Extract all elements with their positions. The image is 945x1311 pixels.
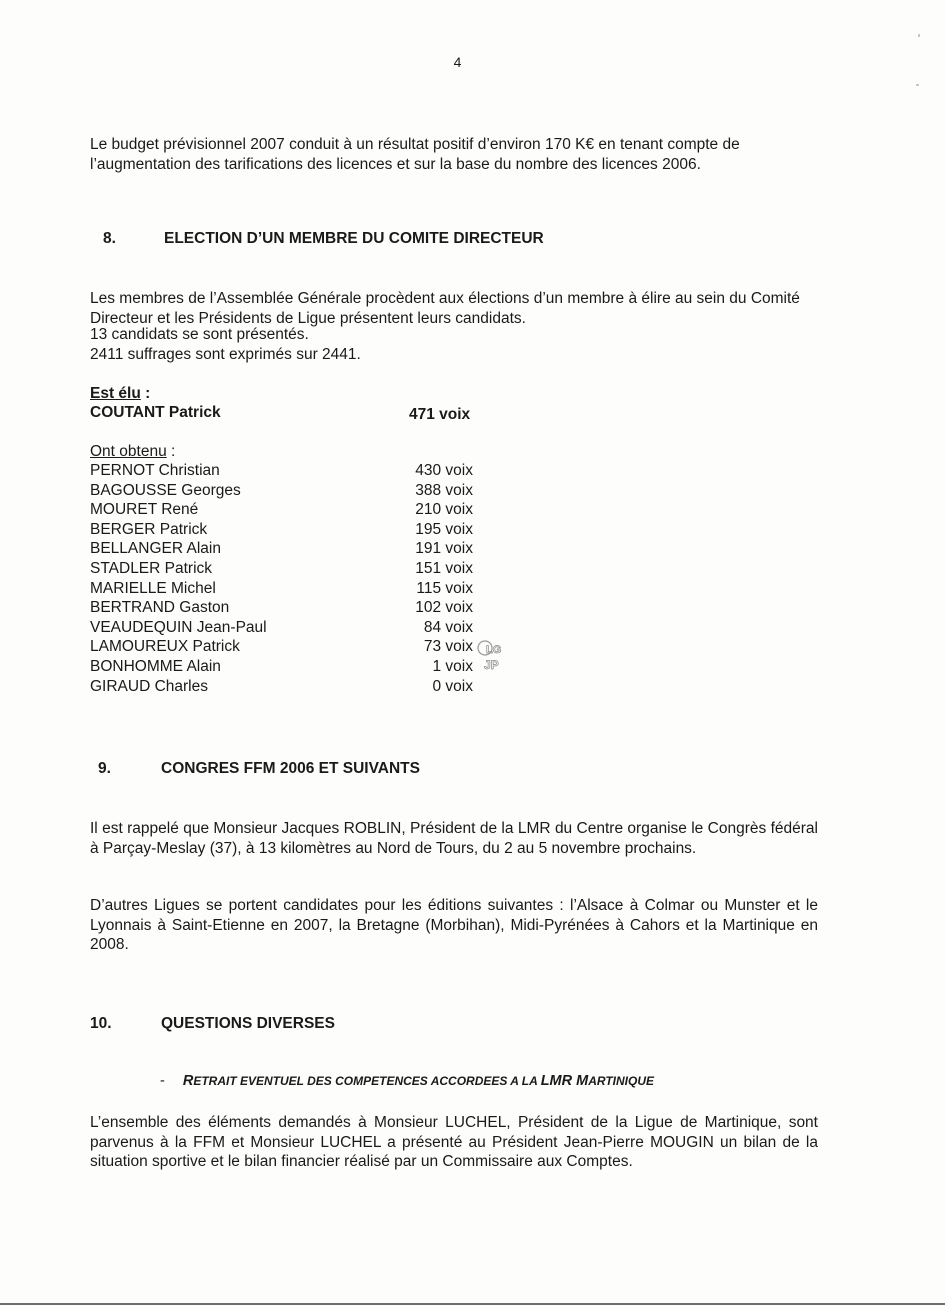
candidate-name: BERGER Patrick bbox=[90, 520, 208, 538]
candidate-votes: 195 voix bbox=[415, 520, 473, 538]
martinique-paragraph: L’ensemble des éléments demandés à Monsieur LUCHEL, Président de la Ligue de Martinique, sont parvenus à la FFM et Monsieur LUCHEL a présenté au Président Jean-Pierre MOUGIN un bilan de la situation sportive et le bilan financier réalisé par un Commissaire aux Comptes. bbox=[90, 1114, 818, 1170]
sub-heading-part: R bbox=[182, 1073, 194, 1089]
list-item bbox=[90, 677, 490, 697]
section-number: 10. bbox=[90, 1015, 112, 1032]
candidate-name: LAMOUREUX Patrick bbox=[90, 638, 240, 656]
others-label-text: Ont obtenu bbox=[90, 443, 167, 460]
page-bottom-edge bbox=[0, 1303, 945, 1305]
budget-paragraph: Le budget prévisionnel 2007 conduit à un résultat positif d’environ 170 K€ en tenant compte de l’augmentation des tarifications des licences et sur la base du nombre des licences 2006. bbox=[90, 136, 740, 173]
others-label bbox=[90, 442, 175, 462]
stamp-text-bottom: JP bbox=[484, 658, 499, 672]
candidate-name: BONHOMME Alain bbox=[90, 657, 221, 675]
list-item bbox=[90, 559, 490, 579]
bullet-dash: - bbox=[160, 1073, 165, 1089]
candidate-votes: 210 voix bbox=[415, 501, 473, 519]
section-number: 8. bbox=[103, 230, 116, 247]
candidate-name: MOURET René bbox=[90, 501, 199, 519]
list-item bbox=[90, 461, 490, 481]
candidate-name: GIRAUD Charles bbox=[90, 677, 208, 695]
initials-stamp bbox=[473, 636, 503, 676]
candidate-name: BELLANGER Alain bbox=[90, 540, 221, 558]
sub-heading-part: ETRAIT EVENTUEL DES COMPETENCES ACCORDEES A LA bbox=[193, 1074, 541, 1088]
section-number: 9. bbox=[98, 760, 111, 777]
elected-label bbox=[90, 384, 150, 404]
candidate-name: BAGOUSSE Georges bbox=[90, 481, 241, 499]
scan-mark bbox=[918, 34, 920, 37]
list-item bbox=[90, 520, 490, 540]
stamp-text-top: LG bbox=[486, 644, 502, 656]
candidate-votes: 102 voix bbox=[415, 599, 473, 617]
sub-heading bbox=[160, 1073, 654, 1089]
sub-heading-part: ARTINIQUE bbox=[588, 1074, 655, 1088]
list-item bbox=[90, 598, 490, 618]
section-title: QUESTIONS DIVERSES bbox=[161, 1015, 335, 1032]
section-title: ELECTION D’UN MEMBRE DU COMITE DIRECTEUR bbox=[164, 230, 544, 247]
candidate-name: BERTRAND Gaston bbox=[90, 599, 230, 617]
elected-votes: 471 voix bbox=[409, 406, 471, 423]
candidate-name: PERNOT Christian bbox=[90, 462, 220, 479]
candidate-name: STADLER Patrick bbox=[90, 559, 213, 577]
candidate-name: MARIELLE Michel bbox=[90, 579, 216, 597]
candidate-votes: 115 voix bbox=[416, 579, 473, 597]
elected-label-colon: : bbox=[140, 385, 151, 402]
candidate-votes: 388 voix bbox=[415, 481, 473, 499]
scan-mark bbox=[916, 84, 919, 86]
candidate-votes: 0 voix bbox=[432, 677, 473, 695]
candidate-votes: 191 voix bbox=[415, 540, 473, 558]
candidate-votes: 84 voix bbox=[423, 618, 473, 636]
section-title: CONGRES FFM 2006 ET SUIVANTS bbox=[161, 760, 420, 777]
candidate-results-list bbox=[90, 461, 490, 696]
others-label-colon: : bbox=[166, 443, 176, 460]
list-item bbox=[90, 657, 490, 677]
candidate-votes: 73 voix bbox=[423, 638, 473, 656]
candidate-votes: 430 voix bbox=[415, 462, 473, 479]
candidates-count: 13 candidats se sont présentés. bbox=[90, 326, 309, 343]
list-item bbox=[90, 618, 490, 638]
list-item bbox=[90, 500, 490, 520]
list-item bbox=[90, 579, 490, 599]
sub-heading-part: LMR M bbox=[540, 1073, 589, 1089]
election-intro: Les membres de l’Assemblée Générale procèdent aux élections d’un membre à élire au sein du Comité Directeur et les Présidents de Ligue présentent leurs candidats. bbox=[90, 290, 800, 327]
candidate-leagues-paragraph: D’autres Ligues se portent candidates pour les éditions suivantes : l’Alsace à Colmar ou Munster et le Lyonnais à Saint-Etienne en 2007, la Bretagne (Morbihan), Midi-Pyrénées à Cahors et la Martinique en 2008. bbox=[90, 897, 818, 953]
elected-name: COUTANT Patrick bbox=[90, 404, 221, 421]
votes-cast: 2411 suffrages sont exprimés sur 2441. bbox=[90, 346, 361, 363]
page-number: 4 bbox=[453, 54, 462, 70]
candidate-votes: 1 voix bbox=[432, 657, 473, 675]
list-item bbox=[90, 539, 490, 559]
candidate-votes: 151 voix bbox=[415, 559, 473, 577]
elected-label-text: Est élu bbox=[90, 385, 141, 402]
list-item bbox=[90, 481, 490, 501]
list-item bbox=[90, 637, 490, 657]
congress-paragraph: Il est rappelé que Monsieur Jacques ROBLIN, Président de la LMR du Centre organise le Congrès fédéral à Parçay-Meslay (37), à 13 kilomètres au Nord de Tours, du 2 au 5 novembre prochains. bbox=[90, 820, 818, 857]
candidate-name: VEAUDEQUIN Jean-Paul bbox=[90, 618, 267, 636]
